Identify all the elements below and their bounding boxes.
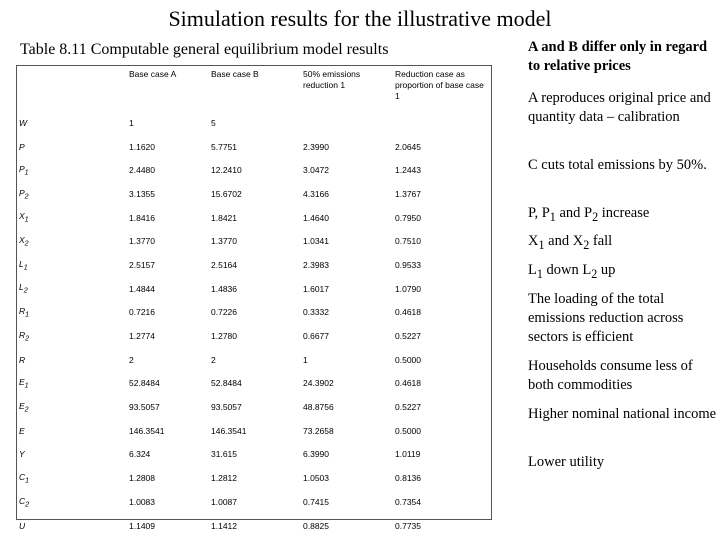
table-cell: 1.2774	[129, 331, 155, 342]
table-cell: 1.4844	[129, 283, 155, 294]
table-row	[17, 348, 491, 372]
row-variable: $C_2$	[19, 495, 30, 509]
table-row	[17, 466, 491, 490]
table-cell: 1.1409	[129, 520, 155, 531]
table-cell: 48.8756	[303, 402, 334, 413]
table-cell: 2.0645	[395, 141, 421, 152]
table-cell: 1.0790	[395, 283, 421, 294]
table-cell: 0.7735	[395, 520, 421, 531]
row-variable: R	[19, 354, 26, 365]
header-base-case-b: Base case B	[211, 69, 259, 79]
table-cell: 0.6677	[303, 331, 329, 342]
note-prices-increase: P, $P_1$ and $P_2$ increase	[528, 205, 650, 224]
row-variable: P	[19, 141, 25, 152]
table-cell: 93.5057	[211, 402, 242, 413]
table-cell: 2.5164	[211, 259, 237, 270]
row-variable: $X_1$	[19, 211, 29, 224]
table-cell: 0.4618	[395, 307, 421, 318]
table-cell: 0.7950	[395, 212, 421, 223]
table-row	[17, 253, 491, 277]
table-cell: 1.0087	[211, 496, 237, 507]
results-table	[17, 66, 491, 537]
table-cell: 146.3541	[211, 425, 247, 436]
table-row	[17, 206, 491, 230]
table-row	[17, 324, 491, 348]
table-cell: 1.0083	[129, 496, 155, 507]
table-cell: 52.8484	[129, 378, 160, 389]
table-cell: 1.0503	[303, 473, 329, 484]
table-cell: 0.7216	[129, 307, 155, 318]
table-cell: 1.3770	[129, 236, 155, 247]
notes-panel	[528, 38, 716, 76]
table-cell: 12.2410	[211, 165, 242, 176]
table-cell: 3.0472	[303, 165, 329, 176]
row-variable: $E_2$	[19, 400, 29, 414]
table-cell: 2.3983	[303, 259, 329, 270]
table-cell: 0.5227	[395, 331, 421, 342]
table-cell: 24.3902	[303, 378, 334, 389]
table-cell: 31.615	[211, 449, 237, 460]
row-variable: $L_1$	[19, 258, 28, 272]
note-utility: Lower utility	[528, 454, 605, 470]
table-row	[17, 395, 491, 419]
table-cell: 93.5057	[129, 402, 160, 413]
row-variable: $X_2$	[19, 234, 29, 248]
table-cell: 2.4480	[129, 165, 155, 176]
table-cell: 5	[211, 117, 216, 128]
table-cell: 1.1412	[211, 520, 237, 531]
table-row	[17, 419, 491, 443]
table-cell: 1.3770	[211, 236, 237, 247]
row-variable: U	[19, 520, 26, 531]
results-table-frame	[16, 65, 492, 531]
note-national-income: Higher nominal national income	[528, 406, 717, 422]
table-cell: 1.1620	[129, 141, 155, 152]
table-cell: 4.3166	[303, 188, 329, 199]
header-base-case-a: Base case A	[129, 69, 177, 79]
header-variable	[17, 66, 117, 111]
table-cell: 1	[129, 117, 134, 128]
table-cell: 0.7415	[303, 496, 329, 507]
table-cell: 1.2780	[211, 331, 237, 342]
table-row	[17, 111, 491, 135]
table-row	[17, 514, 491, 538]
table-cell: 1	[303, 354, 308, 365]
table-cell: 0.5227	[395, 402, 421, 413]
table-cell	[393, 111, 491, 135]
table-cell: 1.2808	[129, 473, 155, 484]
table-cell: 1.6017	[303, 283, 329, 294]
table-cell: 73.2658	[303, 425, 334, 436]
table-row	[17, 229, 491, 253]
table-cell: 2	[129, 354, 134, 365]
table-cell: 3.1355	[129, 188, 155, 199]
row-variable: $P_2$	[19, 187, 29, 201]
table-cell: 0.8825	[303, 520, 329, 531]
table-row	[17, 372, 491, 396]
table-cell: 0.8136	[395, 473, 421, 484]
table-cell: 1.2443	[395, 165, 421, 176]
table-cell: 0.3332	[303, 307, 329, 318]
row-variable: W	[19, 117, 28, 128]
table-body	[17, 111, 491, 537]
row-variable: E	[19, 425, 25, 436]
table-cell: 5.7751	[211, 141, 237, 152]
row-variable: Y	[19, 449, 25, 460]
table-header-row	[17, 66, 491, 111]
table-cell: 1.4640	[303, 212, 329, 223]
table-row	[17, 301, 491, 325]
row-variable: $R_2$	[19, 329, 30, 343]
table-cell: 1.4836	[211, 283, 237, 294]
table-cell: 6.324	[129, 449, 151, 460]
table-cell: 1.8416	[129, 212, 155, 223]
row-variable: $L_2$	[19, 282, 28, 295]
header-emissions-reduction: 50% emissions reduction 1	[303, 69, 361, 90]
table-row	[17, 490, 491, 514]
table-cell	[301, 111, 393, 135]
table-cell: 1.8421	[211, 212, 237, 223]
table-caption: Table 8.11 Computable general equilibrium model results	[20, 41, 389, 58]
table-cell: 0.4618	[395, 378, 421, 389]
table-row	[17, 443, 491, 467]
row-variable: $R_1$	[19, 306, 30, 319]
slide-title: Simulation results for the illustrative model	[168, 6, 552, 31]
note-efficient-loading: The loading of the total emissions reduction across sectors is efficient	[528, 291, 684, 345]
table-row	[17, 182, 491, 206]
table-cell: 146.3541	[129, 425, 165, 436]
table-cell: 0.7510	[395, 236, 421, 247]
table-row	[17, 135, 491, 159]
table-cell: 0.5000	[395, 425, 421, 436]
row-variable: $E_1$	[19, 377, 29, 390]
note-calibration: A reproduces original price and quantity data – calibration	[528, 90, 711, 125]
table-cell: 0.7226	[211, 307, 237, 318]
note-emissions-cut: C cuts total emissions by 50%.	[528, 157, 707, 173]
table-cell: 1.0119	[395, 449, 421, 460]
table-cell: 2	[211, 354, 216, 365]
note-labour-shift: $L_1$ down $L_2$ up	[528, 262, 616, 281]
table-cell: 0.9533	[395, 259, 421, 270]
row-variable: $C_1$	[19, 471, 30, 485]
table-cell: 1.0341	[303, 236, 329, 247]
note-outputs-fall: $X_1$ and $X_2$ fall	[528, 233, 613, 252]
table-row	[17, 277, 491, 301]
table-cell: 2.3990	[303, 141, 329, 152]
table-cell: 2.5157	[129, 259, 155, 270]
table-cell: 52.8484	[211, 378, 242, 389]
table-row	[17, 158, 491, 182]
table-cell: 6.3990	[303, 449, 329, 460]
header-reduction-proportion: Reduction case as proportion of base case 1	[395, 69, 484, 101]
table-cell: 0.5000	[395, 354, 421, 365]
table-cell: 1.3767	[395, 188, 421, 199]
notes-header: A and B differ only in regard to relative prices	[528, 39, 708, 74]
note-household-consumption: Households consume less of both commodities	[528, 358, 693, 393]
table-cell: 0.7354	[395, 496, 421, 507]
table-cell: 1.2812	[211, 473, 237, 484]
row-variable: $P_1$	[19, 163, 29, 177]
table-cell: 15.6702	[211, 188, 242, 199]
